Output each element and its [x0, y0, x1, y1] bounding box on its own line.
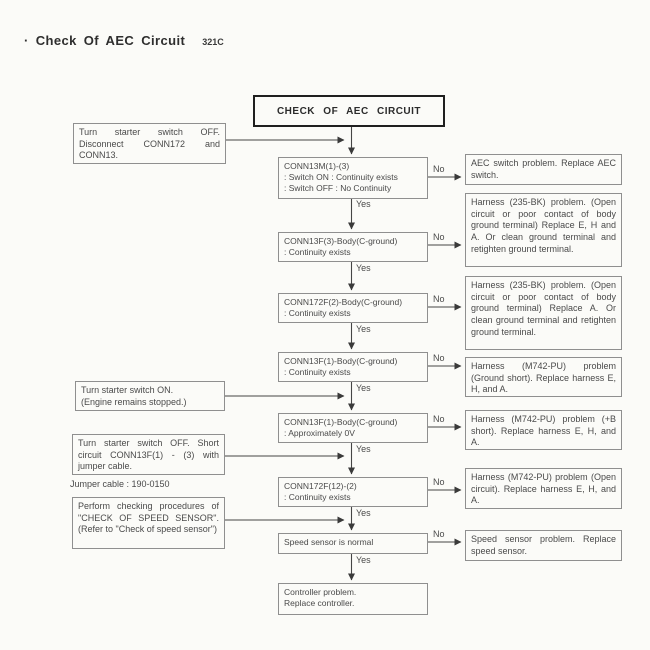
note-line: Turn starter switch ON.	[81, 385, 174, 395]
decision-line: CONN13F(1)-Body(C-ground)	[284, 417, 398, 427]
no-label: No	[433, 414, 445, 424]
no-label: No	[433, 294, 445, 304]
decision-line: : Continuity exists	[284, 492, 351, 503]
end-line: Controller problem.	[284, 587, 357, 597]
result-speed-sensor: Speed sensor problem. Replace speed sensor.	[465, 530, 622, 561]
note-starter-on	[75, 381, 225, 411]
note-line: (Engine remains stopped.)	[81, 396, 187, 407]
decision-node-speed-sensor	[278, 533, 428, 554]
decision-line: : Continuity exists	[284, 367, 351, 378]
result-harness-235bk-a: Harness (235-BK) problem. (Open circuit or poor contact of body ground terminal) Replace A. Or clean ground terminal and retighten ground terminal.	[465, 276, 622, 350]
decision-node-conn13f1-continuity	[278, 352, 428, 382]
no-label: No	[433, 164, 445, 174]
yes-label: Yes	[356, 383, 371, 393]
yes-label: Yes	[356, 508, 371, 518]
result-harness-open-circuit: Harness (M742-PU) problem (Open circuit). Replace harness E, H, and A.	[465, 468, 622, 509]
decision-line: : Continuity exists	[284, 247, 351, 258]
note-disconnect-connectors: Turn starter switch OFF. Disconnect CONN172 and CONN13.	[73, 123, 226, 164]
decision-line: CONN13F(3)-Body(C-ground)	[284, 236, 398, 246]
title-code: 321C	[202, 37, 224, 47]
no-label: No	[433, 232, 445, 242]
decision-line: CONN172F(12)-(2)	[284, 481, 357, 491]
flowchart-end-node	[278, 583, 428, 615]
decision-line: CONN13M(1)-(3)	[284, 161, 350, 171]
jumper-cable-note: Jumper cable : 190-0150	[70, 479, 170, 489]
result-harness-235bk-eha: Harness (235-BK) problem. (Open circuit or poor contact of body ground terminal) Replace E, H and A. Or clean ground terminal and retighten ground terminal.	[465, 193, 622, 267]
note-jumper-short: Turn starter switch OFF. Short circuit CONN13F(1) - (3) with jumper cable.	[72, 434, 225, 475]
decision-node-conn13f3	[278, 232, 428, 262]
end-line: Replace controller.	[284, 598, 355, 609]
decision-node-conn13f1-voltage	[278, 413, 428, 443]
title-text: Check Of AEC Circuit	[35, 33, 186, 48]
yes-label: Yes	[356, 263, 371, 273]
decision-node-conn13m	[278, 157, 428, 199]
yes-label: Yes	[356, 324, 371, 334]
decision-line: CONN172F(2)-Body(C-ground)	[284, 297, 403, 307]
result-harness-ground-short: Harness (M742-PU) problem (Ground short). Replace harness E, H, and A.	[465, 357, 622, 397]
result-harness-b-short: Harness (M742-PU) problem (+B short). Replace harness E, H, and A.	[465, 410, 622, 450]
title-bullet: ·	[24, 33, 29, 48]
yes-label: Yes	[356, 444, 371, 454]
decision-node-conn172f2	[278, 293, 428, 323]
no-label: No	[433, 477, 445, 487]
no-label: No	[433, 529, 445, 539]
result-aec-switch: AEC switch problem. Replace AEC switch.	[465, 154, 622, 185]
yes-label: Yes	[356, 199, 371, 209]
decision-line: : Switch ON : Continuity exists	[284, 172, 398, 183]
no-label: No	[433, 353, 445, 363]
flowchart-start-node: CHECK OF AEC CIRCUIT	[253, 95, 445, 127]
note-check-speed-sensor: Perform checking procedures of "CHECK OF SPEED SENSOR". (Refer to "Check of speed sensor")	[72, 497, 225, 549]
decision-line: : Continuity exists	[284, 308, 351, 319]
decision-line: Speed sensor is normal	[284, 537, 374, 547]
decision-line: CONN13F(1)-Body(C-ground)	[284, 356, 398, 366]
decision-line: : Switch OFF : No Continuity	[284, 183, 392, 194]
decision-node-conn172f12	[278, 477, 428, 507]
decision-line: : Approximately 0V	[284, 428, 355, 439]
yes-label: Yes	[356, 555, 371, 565]
